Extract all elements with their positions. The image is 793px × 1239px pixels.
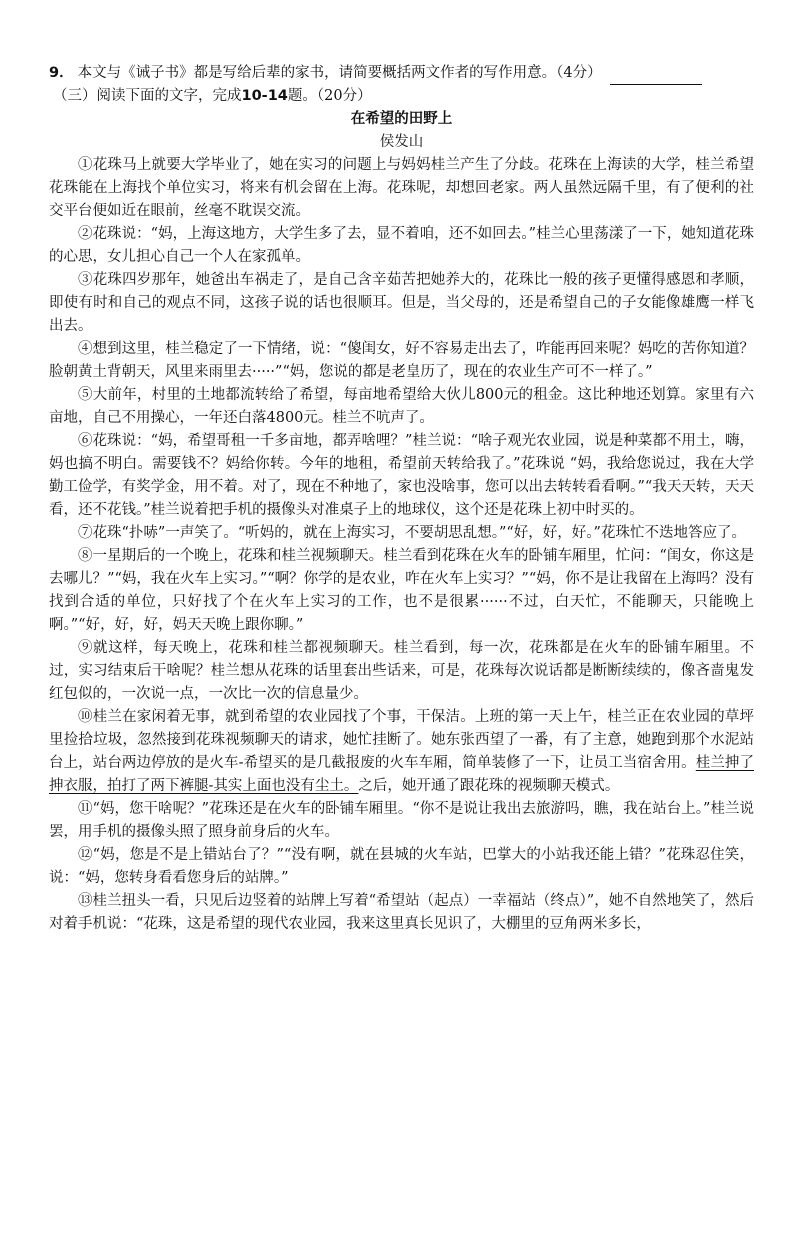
section-3-suffix: 题。（20分） — [287, 88, 372, 104]
paragraph-10-before: ⑩桂兰在家闲着无事，就到希望的农业园找了个事，干保洁。上班的第一天上午，桂兰正在农业园的草坪里捡拾垃圾，忽然接到花珠视频聊天的请求，她忙挂断了。她东张西望了一番，有了主意，她跑到那个水泥站台上，站台两边停放的是火车-希望买的是几截报废的火车车厢，简单装修了一下，让员工当宿舍用。 — [49, 709, 754, 771]
article-author: 侯发山 — [379, 134, 424, 150]
paragraph-12: ⑫“妈，您是不是上错站台了？”“没有啊，就在县城的火车站，巴掌大的小站我还能上错？”花珠忍住笑，说：“妈，您转身看看您身后的站牌。” — [49, 847, 754, 886]
paragraph-10 — [49, 706, 754, 798]
paragraph-10-after: 之后，她开通了跟花珠的视频聊天模式。 — [358, 778, 620, 794]
question-9-number: 9． — [49, 65, 74, 81]
paragraph-1: ①花珠马上就要大学毕业了，她在实习的问题上与妈妈桂兰产生了分歧。花珠在上海读的大学，桂兰希望花珠能在上海找个单位实习，将来有机会留在上海。花珠呢，却想回老家。两人虽然远隔千里，有了便利的社交平台便如近在眼前，丝毫不耽误交流。 — [49, 157, 754, 219]
question-9-text: 本文与《诫子书》都是写给后辈的家书，请简要概括两文作者的写作用意。（4分） — [77, 65, 602, 81]
paragraph-7: ⑦花珠“扑哧”一声笑了。“听妈的，就在上海实习，不要胡思乱想。”“好，好，好。”花珠忙不迭地答应了。 — [78, 525, 746, 541]
paragraph-11: ⑪“妈，您干啥呢？”花珠还是在火车的卧铺车厢里。“你不是说让我出去旅游吗，瞧，我在站台上。”桂兰说罢，用手机的摄像头照了照身前身后的火车。 — [49, 801, 754, 840]
paragraph-2: ②花珠说：“妈，上海这地方，大学生多了去，显不着咱，还不如回去。”桂兰心里荡漾了一下，她知道花珠的心思，女儿担心自己一个人在家孤单。 — [49, 226, 754, 265]
paragraph-8: ⑧一星期后的一个晚上，花珠和桂兰视频聊天。桂兰看到花珠在火车的卧铺车厢里，忙问：“闺女，你这是去哪儿？”“妈，我在火车上实习。”“啊？你学的是农业，咋在火车上实习？”“妈，你不是让我留在上海吗？没有找到合适的单位，只好找了个在火车上实习的工作，也不是很累······不过，白天忙，不能聊天，只能晚上啊。”“好，好，好，妈天天晚上跟你聊。” — [49, 548, 754, 633]
paragraph-9: ⑨就这样，每天晚上，花珠和桂兰都视频聊天。桂兰看到，每一次，花珠都是在火车的卧铺车厢里。不过，实习结束后干啥呢？桂兰想从花珠的话里套出些话来，可是，花珠每次说话都是断断续续的，像吝啬鬼发红包似的，一次说一点，一次比一次的信息量少。 — [49, 640, 754, 702]
underlined-sentence: 桂兰抻了抻衣服，拍打了两下裤腿-其实上面也没有尘土。 — [49, 755, 754, 794]
answer-blank[interactable] — [610, 67, 702, 85]
paragraph-3: ③花珠四岁那年，她爸出车祸走了，是自己含辛茹苦把她养大的，花珠比一般的孩子更懂得感恩和孝顺，即使有时和自己的观点不同，这孩子说的话也很顺耳。但是，当父母的，还是希望自己的子女能像雄鹰一样飞出去。 — [49, 272, 754, 334]
section-3-heading — [49, 85, 754, 108]
question-9 — [49, 62, 754, 85]
section-3-prefix: （三）阅读下面的文字，完成 — [53, 88, 242, 104]
section-3-range: 10-14 — [241, 88, 288, 104]
paragraph-5: ⑤大前年，村里的土地都流转给了希望，每亩地希望给大伙儿800元的租金。这比种地还划算。家里有六亩地，自己不用操心，一年还白落4800元。桂兰不吭声了。 — [49, 387, 754, 426]
article-title: 在希望的田野上 — [350, 111, 453, 127]
paragraph-6: ⑥花珠说：“妈，希望哥租一千多亩地，都弄啥哩？”桂兰说：“啥子观光农业园，说是种菜都不用土，嗨，妈也搞不明白。需要钱不？妈给你转。今年的地租，希望前天转给我了。”花珠说 “妈，我给您说过，我在大学勤工俭学，有奖学金，用不着。对了，现在不种地了，家也没啥事，您可以出去转转看看啊。”“我天天转，天天看，还不花钱。”桂兰说着把手机的摄像头对准桌子上的地球仪，这个还是花珠上初中时买的。 — [49, 433, 754, 518]
paragraph-4: ④想到这里，桂兰稳定了一下情绪，说：“傻闺女，好不容易走出去了，咋能再回来呢？妈吃的苦你知道？脸朝黄土背朝天，风里来雨里去·····”“妈，您说的都是老皇历了，现在的农业生产可不一样了。” — [49, 341, 754, 380]
paragraph-13: ⑬桂兰扭头一看，只见后边竖着的站牌上写着“希望站（起点）一幸福站（终点）”，她不自然地笑了，然后对着手机说：“花珠，这是希望的现代农业园，我来这里真长见识了，大棚里的豆角两米多长， — [49, 893, 754, 932]
exam-page — [49, 62, 754, 936]
